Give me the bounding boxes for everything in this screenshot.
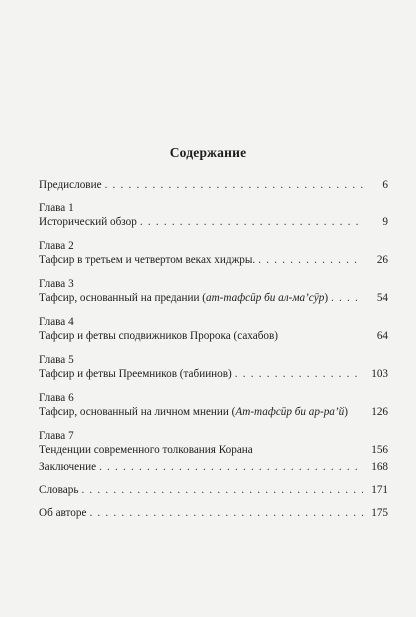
toc-entry-title: Тафсир, основанный на предании (ат-тафсӣр би ал-ма’сӯр): [39, 292, 329, 304]
toc-entry-page: 175: [371, 507, 388, 519]
toc-entry-title: Предисловие: [39, 179, 102, 191]
toc-entry-page: 9: [382, 216, 388, 228]
toc-entry-page: 171: [371, 484, 388, 496]
toc-chapter-label: Глава 2: [39, 240, 74, 252]
toc-entry-title-italic: Ат-тафсӣр би ар-ра’й: [235, 406, 345, 418]
dot-leader: [105, 178, 363, 192]
toc-entry-title: Заключение: [39, 461, 97, 473]
toc-chapter-label: Глава 5: [39, 354, 74, 366]
toc-entry-title: Об авторе: [39, 507, 87, 519]
dot-leader: [331, 291, 363, 305]
toc-entry: [39, 483, 388, 497]
toc-entry: [39, 277, 388, 305]
toc-entry-title-italic: ат-тафсӣр би ал-ма’сӯр: [206, 292, 325, 304]
dot-leader: [81, 483, 363, 497]
toc-chapter-label: Глава 1: [39, 202, 74, 214]
toc-entry-page: 126: [371, 406, 388, 418]
toc-entry-page: 103: [371, 368, 388, 380]
toc-entry-page: 26: [376, 254, 388, 266]
toc-entry: [39, 391, 388, 419]
toc-entry-title: Тенденции современного толкования Корана: [39, 444, 253, 456]
toc-chapter-label: Глава 3: [39, 278, 74, 290]
toc-entry-title: Словарь: [39, 484, 79, 496]
toc-entry: [39, 201, 388, 229]
toc-heading: Содержание: [169, 145, 247, 160]
toc-entry-page: 6: [382, 179, 388, 191]
toc-entry-page: 156: [371, 444, 388, 456]
dot-leader: [258, 253, 363, 267]
toc-entry-title: Тафсир в третьем и четвертом веках хиджры.: [39, 254, 256, 266]
dot-leader: [140, 215, 363, 229]
toc-chapter-label: Глава 7: [39, 430, 74, 442]
toc-entry: [39, 506, 388, 520]
dot-leader: [89, 506, 363, 520]
toc-entry-title: Исторический обзор: [39, 216, 137, 228]
toc-chapter-label: Глава 4: [39, 316, 74, 328]
toc-entry-page: 168: [371, 461, 388, 473]
dot-leader: [235, 367, 363, 381]
toc-entry: [39, 239, 388, 267]
toc-entry-page: 54: [376, 292, 388, 304]
toc-entry: [39, 429, 388, 457]
toc-entry: [39, 178, 388, 192]
toc-entry-title: Тафсир и фетвы Преемников (табиинов): [39, 368, 232, 380]
toc-entry: [39, 353, 388, 381]
toc-entry-page: 64: [376, 330, 388, 342]
toc-entry-title: Тафсир, основанный на личном мнении (Ат-тафсӣр би ар-ра’й): [39, 406, 348, 418]
toc-entry: [39, 460, 388, 474]
toc-entry: [39, 315, 388, 343]
toc-chapter-label: Глава 6: [39, 392, 74, 404]
dot-leader: [99, 460, 363, 474]
toc-entry-title: Тафсир и фетвы сподвижников Пророка (сахабов): [39, 330, 279, 342]
